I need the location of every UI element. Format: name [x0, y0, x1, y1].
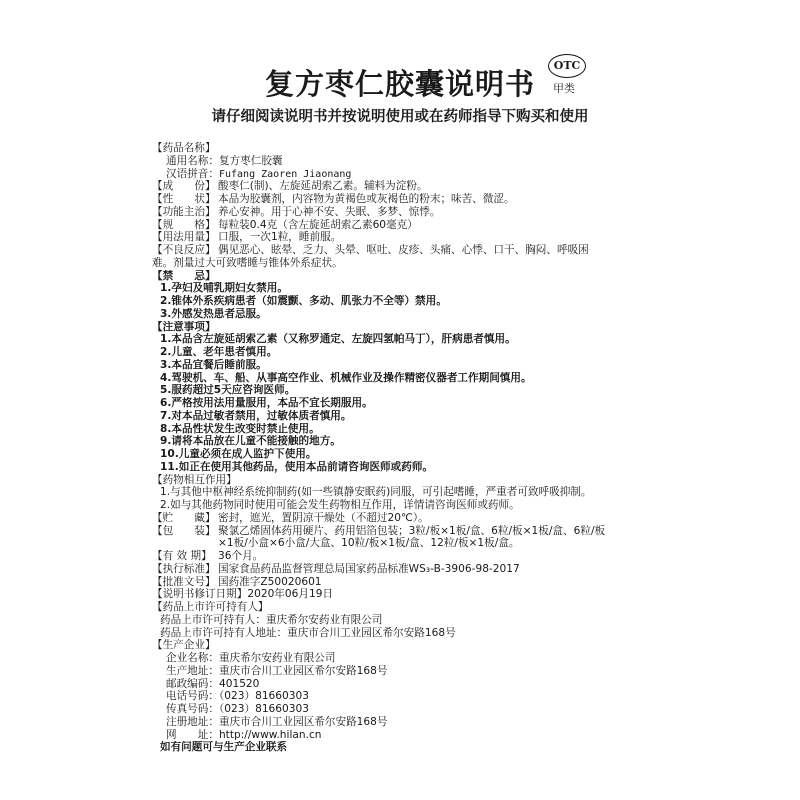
precaution-item: 9.请将本品放在儿童不能接触的地方。 — [160, 435, 341, 448]
interactions-label: 【药物相互作用】 — [152, 473, 237, 486]
character-row — [152, 193, 662, 206]
ingredients-label: 【成 份】 — [152, 180, 216, 193]
generic-name-value: 复方枣仁胶囊 — [218, 154, 283, 167]
manufacturer-field — [152, 678, 662, 691]
indications-value: 养心安神。用于心神不安、失眠、多梦、惊悸。 — [218, 205, 441, 218]
manufacturer-field-label: 传真号码： — [166, 703, 219, 715]
contraindications-label: 【禁 忌】 — [152, 269, 216, 282]
indications-row — [152, 206, 662, 219]
precaution-item: 7.对本品过敏者禁用，过敏体质者慎用。 — [160, 409, 352, 422]
manufacturer-field-label: 网 址： — [166, 728, 219, 741]
leaflet-content — [152, 142, 662, 754]
interaction-item: 2.如与其他药物同时使用可能会发生药物相互作用，详情请咨询医师或药师。 — [160, 499, 520, 511]
manufacturer-contact-note: 如有问题可与生产企业联系 — [160, 741, 288, 754]
adverse-label: 【不良反应】 — [152, 244, 216, 256]
manufacturer-field-label: 企业名称： — [166, 652, 219, 664]
pinyin-label: 汉语拼音： — [166, 167, 219, 180]
mah-label: 【药品上市许可持有人】 — [152, 601, 269, 613]
package-value-line2: ×1板/小盒×6小盒/大盒、10粒/板×1板/盒、12粒/板×1板/盒。 — [218, 537, 520, 550]
manufacturer-label: 【生产企业】 — [152, 639, 216, 652]
manufacturer-field — [152, 652, 662, 665]
manufacturer-field — [152, 703, 662, 716]
ingredients-row — [152, 180, 662, 193]
specification-row — [152, 219, 662, 232]
validity-value: 36个月。 — [218, 550, 264, 562]
storage-value: 密封，遮光，置阴凉干燥处（不超过20℃）。 — [218, 511, 429, 524]
mah-holder-value: 重庆希尔安药业有限公司 — [265, 613, 383, 626]
pinyin-value: Fufang Zaoren Jiaonang — [218, 168, 352, 180]
manufacturer-field-value: 重庆市合川工业园区希尔安路168号 — [218, 664, 388, 677]
adverse-value-line1: 偶见恶心、眩晕、乏力、头晕、呕吐、皮疹、头痛、心悸、口干、胸闷、呼吸困 — [218, 244, 589, 256]
mah-holder-label: 药品上市许可持有人： — [160, 613, 266, 626]
manufacturer-field-value: 401520 — [218, 677, 260, 690]
revision-label: 【说明书修订日期】 — [152, 588, 248, 601]
manufacturer-field-value: 重庆希尔安药业有限公司 — [218, 652, 336, 664]
precaution-item: 6.严格按用法用量服用，本品不宜长期服用。 — [160, 397, 373, 409]
mah-holder-row — [152, 614, 662, 627]
validity-label: 【有 效 期】 — [152, 550, 212, 562]
precaution-item: 4.驾驶机、车、船、从事高空作业、机械作业及操作精密仪器者工作期间慎用。 — [160, 371, 532, 384]
manufacturer-field-value: 重庆市合川工业园区希尔安路168号 — [218, 715, 388, 728]
adverse-row — [152, 244, 662, 257]
manufacturer-field-label: 邮政编码： — [166, 677, 219, 690]
character-value: 本品为胶囊剂，内容物为黄褐色或灰褐色的粉末；味苦、微涩。 — [218, 193, 515, 205]
manufacturer-field-value: （023）81660303 — [218, 703, 309, 715]
section-heading-drug-name: 【药品名称】 — [152, 142, 216, 154]
specification-value: 每粒装0.4克（含左旋延胡索乙素60毫克） — [218, 218, 418, 231]
precaution-item: 3.本品宜餐后睡前服。 — [160, 358, 267, 371]
manufacturer-field-label: 注册地址： — [166, 715, 219, 728]
otc-class-label: 甲类 — [553, 82, 575, 95]
manufacturer-field — [152, 665, 662, 678]
storage-label: 【贮 藏】 — [152, 511, 216, 524]
approval-value: 国药准字Z50020601 — [218, 575, 322, 588]
dosage-label: 【用法用量】 — [152, 231, 216, 244]
pinyin-row — [152, 168, 662, 181]
manufacturer-field-label: 电话号码： — [166, 690, 219, 703]
precaution-item: 1.本品含左旋延胡索乙素（又称罗通定、左旋四氢帕马丁），肝病患者慎用。 — [160, 333, 516, 346]
mah-address-label: 药品上市许可持有人地址： — [160, 626, 288, 639]
otc-badge: OTC — [548, 54, 586, 78]
precaution-item: 10.儿童必须在成人监护下使用。 — [160, 448, 317, 460]
document-title: 复方枣仁胶囊说明书 — [264, 67, 535, 101]
dosage-row — [152, 231, 662, 244]
mah-address-row — [152, 627, 662, 640]
contraindication-item: 3.外感发热患者忌服。 — [160, 307, 267, 320]
precaution-item: 2.儿童、老年患者慎用。 — [160, 346, 278, 358]
manufacturer-field — [152, 729, 662, 742]
standard-row — [152, 563, 662, 576]
precautions-label: 【注意事项】 — [152, 320, 216, 333]
precaution-item: 11.如正在使用其他药品，使用本品前请咨询医师或药师。 — [160, 460, 434, 473]
package-label: 【包 装】 — [152, 524, 216, 537]
ingredients-value: 酸枣仁(制)、左旋延胡索乙素。辅料为淀粉。 — [218, 180, 428, 193]
validity-row — [152, 550, 662, 563]
storage-row — [152, 512, 662, 525]
manufacturer-field-value: （023）81660303 — [218, 690, 309, 703]
mah-address-value: 重庆市合川工业园区希尔安路168号 — [287, 626, 456, 639]
manufacturer-field-label: 生产地址： — [166, 664, 219, 677]
precaution-item: 5.服药超过5天应咨询医师。 — [160, 384, 296, 397]
interaction-item: 1.与其他中枢神经系统抑制药(如一些镇静安眠药)同服，可引起嗜睡，严重者可致呼吸抑制。 — [160, 486, 592, 499]
character-label: 【性 状】 — [152, 193, 216, 205]
standard-value: 国家食品药品监督管理总局国家药品标准WS₃-B-3906-98-2017 — [218, 562, 520, 575]
package-row — [152, 525, 662, 538]
manufacturer-field-value: http://www.hilan.cn — [218, 728, 322, 741]
generic-name-row — [152, 155, 662, 168]
contraindication-item: 2.锥体外系疾病患者（如震颤、多动、肌张力不全等）禁用。 — [160, 295, 447, 307]
specification-label: 【规 格】 — [152, 218, 216, 231]
dosage-value: 口服，一次1粒，睡前服。 — [218, 231, 342, 244]
indications-label: 【功能主治】 — [152, 205, 216, 218]
standard-label: 【执行标准】 — [152, 562, 216, 575]
manufacturer-field — [152, 690, 662, 703]
generic-name-label: 通用名称： — [166, 154, 219, 167]
approval-label: 【批准文号】 — [152, 575, 216, 588]
adverse-value-line2: 难。剂量过大可致嗜睡与锥体外系症状。 — [152, 256, 343, 269]
package-value-line1: 聚氯乙烯固体药用硬片、药用铝箔包装；3粒/板×1板/盒、6粒/板×1板/盒、6粒/板 — [218, 524, 606, 537]
document-subtitle: 请仔细阅读说明书并按说明使用或在药师指导下购买和使用 — [211, 109, 589, 125]
precaution-item: 8.本品性状发生改变时禁止使用。 — [160, 422, 320, 435]
manufacturer-field — [152, 716, 662, 729]
revision-row — [152, 588, 662, 601]
approval-row — [152, 576, 662, 589]
contraindication-item: 1.孕妇及哺乳期妇女禁用。 — [160, 282, 288, 295]
revision-value: 2020年06月19日 — [247, 588, 334, 601]
